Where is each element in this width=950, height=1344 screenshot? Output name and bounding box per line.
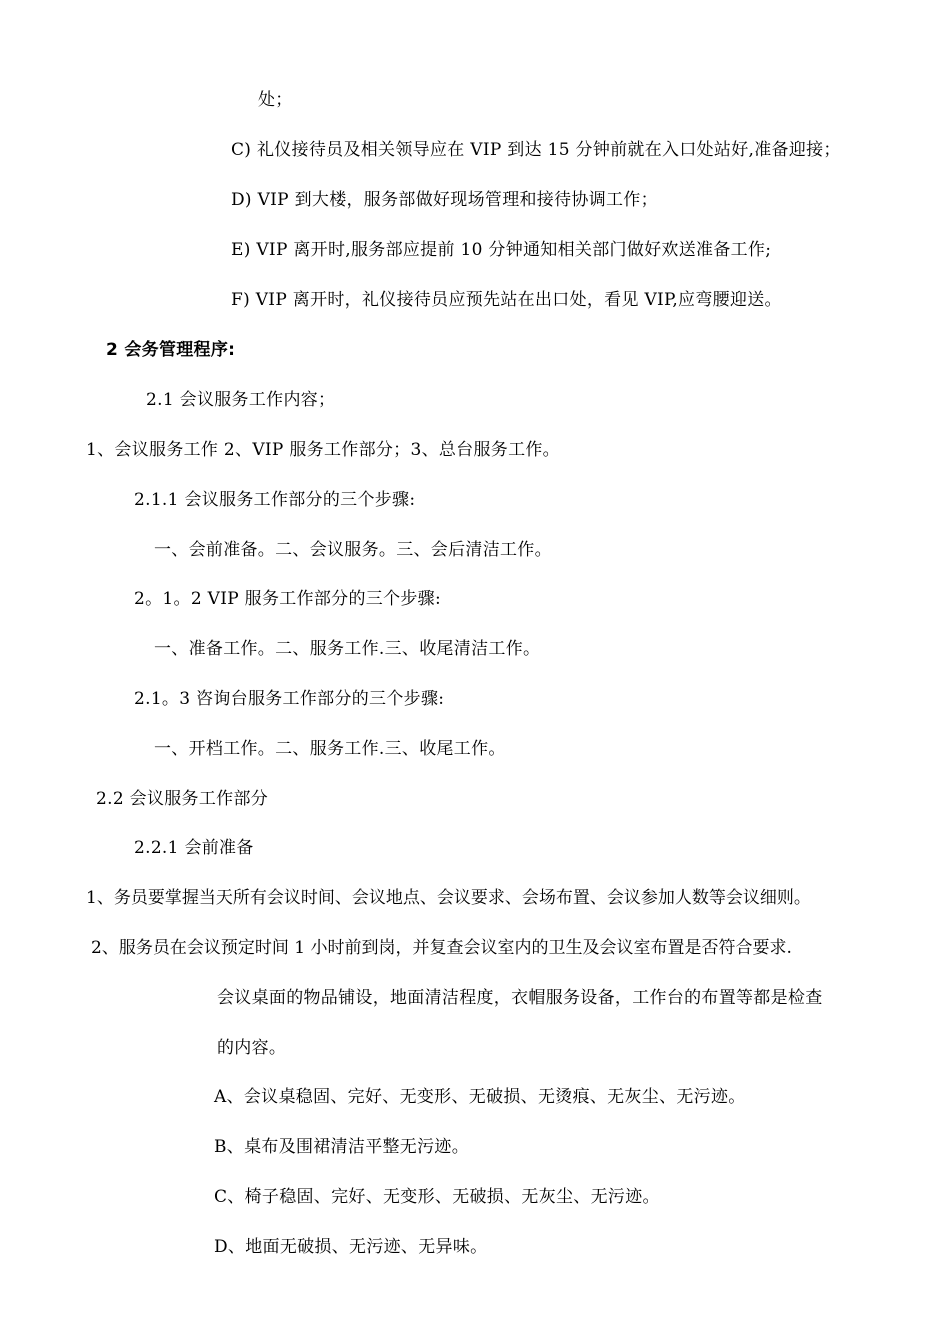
- list-item-d: D) VIP 到大楼，服务部做好现场管理和接待协调工作；: [231, 190, 658, 210]
- checklist-item-b: B、桌布及围裙清洁平整无污迹。: [214, 1137, 469, 1157]
- subsection-heading: 2。1。2 VIP 服务工作部分的三个步骤:: [134, 589, 442, 609]
- list-item-e: E) VIP 离开时,服务部应提前 10 分钟通知相关部门做好欢送准备工作;: [231, 240, 772, 260]
- paragraph: 1、会议服务工作 2、VIP 服务工作部分；3、总台服务工作。: [86, 440, 560, 460]
- paragraph: 会议桌面的物品铺设，地面清洁程度，衣帽服务设备，工作台的布置等都是检查: [217, 988, 823, 1008]
- subsection-heading: 2.1 会议服务工作内容；: [146, 390, 336, 410]
- paragraph: 的内容。: [217, 1038, 287, 1058]
- list-item-f: F) VIP 离开时，礼仪接待员应预先站在出口处，看见 VIP,应弯腰迎送。: [231, 290, 782, 310]
- subsection-heading: 2.1.1 会议服务工作部分的三个步骤:: [134, 490, 416, 510]
- list-item-c: C) 礼仪接待员及相关领导应在 VIP 到达 15 分钟前就在入口处站好,准备迎接；: [231, 140, 841, 160]
- section-heading: 2 会务管理程序:: [106, 340, 236, 360]
- checklist-item-a: A、会议桌稳固、完好、无变形、无破损、无烫痕、无灰尘、无污迹。: [214, 1087, 746, 1107]
- subsection-heading: 2.2.1 会前准备: [134, 838, 254, 858]
- checklist-item-d: D、地面无破损、无污迹、无异味。: [214, 1237, 488, 1257]
- paragraph: 一、准备工作。二、服务工作.三、收尾清洁工作。: [154, 639, 541, 659]
- checklist-item-c: C、椅子稳固、完好、无变形、无破损、无灰尘、无污迹。: [214, 1187, 660, 1207]
- paragraph: 2、服务员在会议预定时间 1 小时前到岗，并复查会议室内的卫生及会议室布置是否符合要求.: [91, 938, 792, 958]
- subsection-heading: 2.2 会议服务工作部分: [96, 789, 269, 809]
- subsection-heading: 2.1。3 咨询台服务工作部分的三个步骤:: [134, 689, 445, 709]
- text-line: 处；: [258, 90, 293, 110]
- paragraph: 一、开档工作。二、服务工作.三、收尾工作。: [154, 739, 506, 759]
- paragraph: 一、会前准备。二、会议服务。三、会后清洁工作。: [154, 540, 552, 560]
- paragraph: 1、务员要掌握当天所有会议时间、会议地点、会议要求、会场布置、会议参加人数等会议细则。: [86, 888, 811, 908]
